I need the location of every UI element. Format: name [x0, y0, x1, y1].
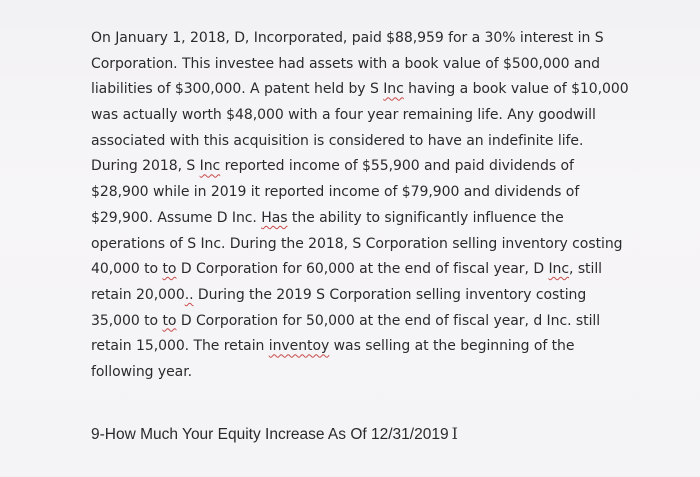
paragraph-line-10 [91, 257, 671, 283]
spellcheck-flagged-word: to [162, 312, 177, 329]
spellcheck-flagged-word: Inc [383, 81, 404, 98]
text-run: D Corporation for 60,000 at the end of fiscal year, D [176, 261, 549, 278]
paragraph-line-14 [91, 360, 671, 386]
text-run: liabilities of $300,000. A patent held by S [91, 81, 384, 98]
spellcheck-flagged-word: Inc [199, 158, 221, 175]
paragraph-line-7 [91, 180, 671, 206]
text-run: following year. [91, 363, 193, 380]
paragraph-line-9 [91, 232, 671, 258]
text-cursor-icon: I [451, 424, 458, 443]
problem-paragraph [91, 26, 671, 386]
spellcheck-flagged-word: .. [184, 286, 194, 303]
text-run: having a book value of $10,000 [403, 81, 629, 98]
paragraph-line-2 [91, 52, 671, 78]
text-run: D Corporation for 50,000 at the end of fiscal year, d Inc. still [176, 312, 601, 329]
text-run: reported income of $55,900 and paid dividends of [220, 158, 574, 175]
spellcheck-flagged-word: Has [261, 209, 288, 226]
spellcheck-flagged-word: inventoy [268, 338, 330, 355]
paragraph-line-5 [91, 129, 671, 155]
text-run: During the 2019 S Corporation selling inventory costing [193, 286, 587, 303]
paragraph-line-13 [91, 334, 671, 360]
text-run: associated with this acquisition is considered to have an indefinite life. [91, 132, 584, 149]
text-run: retain 20,000 [91, 286, 185, 303]
question-text [91, 424, 458, 444]
text-run: , still [569, 261, 603, 278]
text-run: retain 15,000. The retain [91, 338, 269, 355]
text-run: On January 1, 2018, D, Incorporated, paid $88,959 for a 30% interest in S [91, 30, 604, 46]
text-run: was actually worth $48,000 with a four year remaining life. Any goodwill [91, 107, 596, 124]
paragraph-line-8 [91, 206, 671, 232]
text-run: $29,900. Assume D Inc. [91, 209, 262, 226]
paragraph-line-1 [91, 26, 671, 52]
question-label: 9-How Much Your Equity Increase As Of 12/31/2019 [91, 426, 449, 443]
text-run: operations of S Inc. During the 2018, S Corporation selling inventory costing [91, 235, 623, 252]
paragraph-line-6 [91, 154, 671, 180]
spellcheck-flagged-word: Inc [548, 261, 570, 278]
paragraph-line-11 [91, 283, 671, 309]
text-run: $28,900 while in 2019 it reported income of $79,900 and dividends of [91, 184, 580, 201]
text-run: 40,000 to [91, 261, 163, 278]
paragraph-line-4 [91, 103, 671, 129]
text-run: During 2018, S [91, 158, 200, 175]
text-run: 35,000 to [91, 312, 163, 329]
paragraph-line-12 [91, 309, 671, 335]
text-run: was selling at the beginning of the [329, 338, 575, 355]
spellcheck-flagged-word: to [162, 261, 177, 278]
text-run: the ability to significantly influence the [287, 209, 564, 226]
text-run: Corporation. This investee had assets with a book value of $500,000 and [91, 55, 601, 72]
paragraph-line-3 [91, 77, 671, 103]
